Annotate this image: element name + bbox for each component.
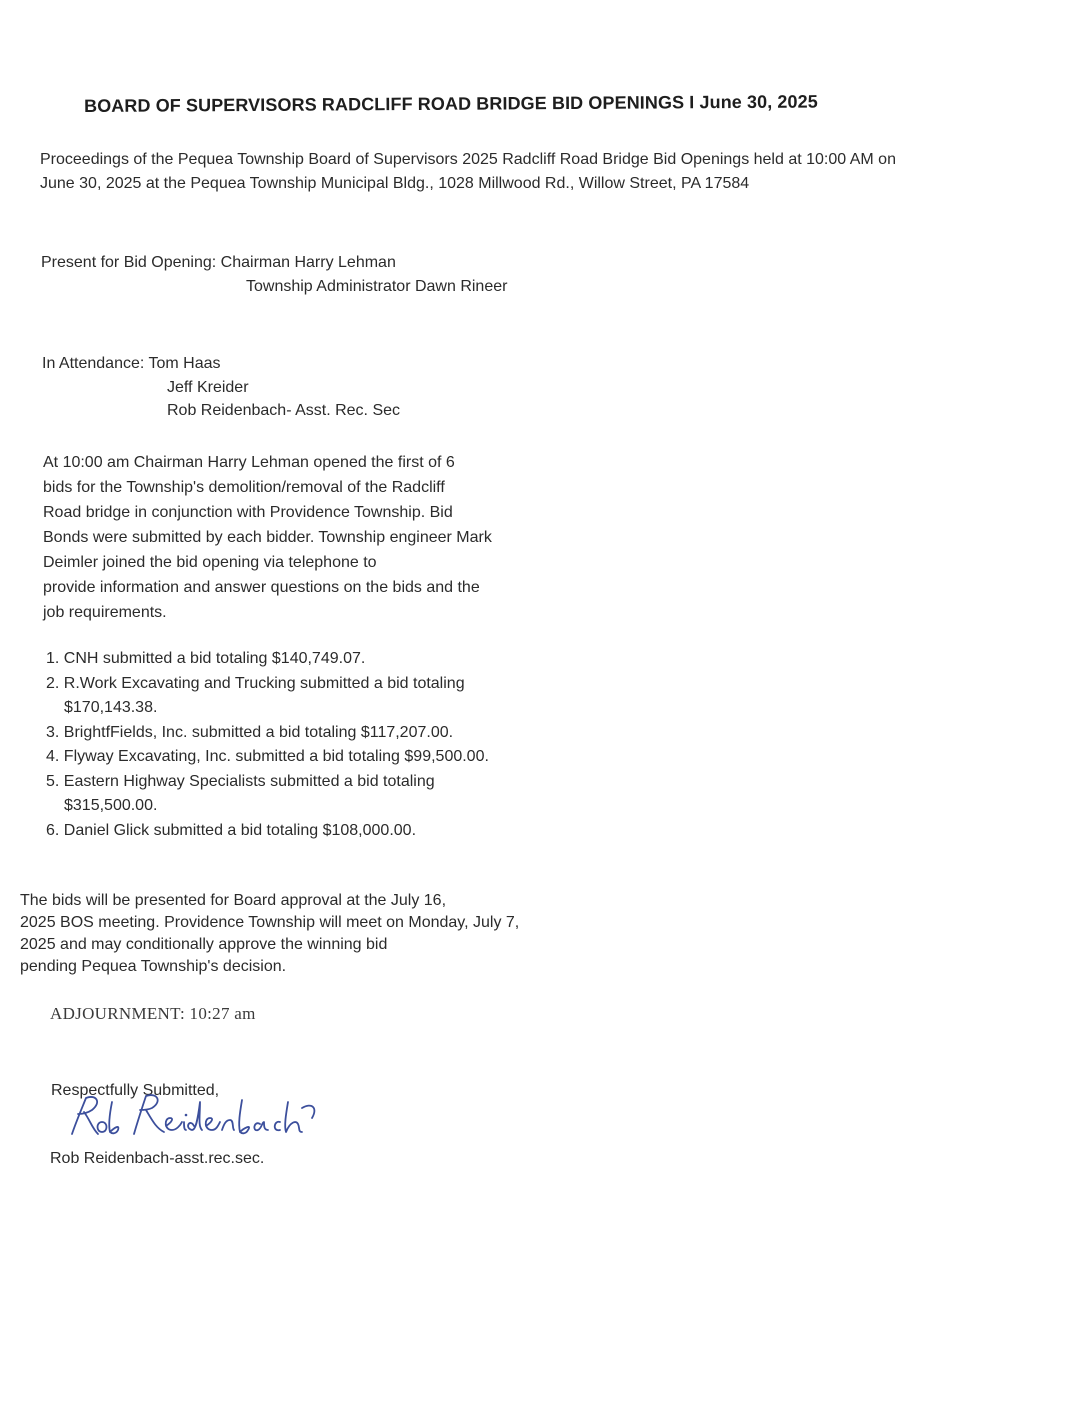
present-member: Chairman Harry Lehman <box>220 254 396 271</box>
bid-item <box>46 672 606 721</box>
bid-line: 6. Daniel Glick submitted a bid totaling $108,000.00. <box>46 821 417 839</box>
narrative-line: Road bridge in conjunction with Providence Township. Bid <box>43 504 453 521</box>
attendance-member: Rob Reidenbach- Asst. Rec. Sec <box>167 402 401 419</box>
narrative-line: Deimler joined the bid opening via telephone to <box>43 554 377 571</box>
attendance-section <box>42 352 642 423</box>
narrative-line: Bonds were submitted by each bidder. Township engineer Mark <box>43 529 492 546</box>
attendance-member: Tom Haas <box>148 355 221 372</box>
bid-item <box>46 770 606 819</box>
bids-list <box>46 647 606 843</box>
bid-amount-continuation: $170,143.38. <box>64 699 158 716</box>
present-first-row <box>41 251 641 275</box>
respectfully-submitted: Respectfully Submitted, <box>51 1082 220 1099</box>
closing-line: 2025 BOS meeting. Providence Township will meet on Monday, July 7, <box>20 914 520 931</box>
bid-item <box>46 647 606 672</box>
closing-line: 2025 and may conditionally approve the winning bid <box>20 936 388 953</box>
bid-amount-continuation: $315,500.00. <box>64 797 158 814</box>
narrative-line: job requirements. <box>43 604 167 621</box>
present-label: Present for Bid Opening: <box>41 254 217 271</box>
bid-item <box>46 721 606 746</box>
present-section <box>41 251 641 299</box>
bid-item <box>46 819 606 844</box>
closing-paragraph <box>20 890 620 978</box>
handwritten-signature <box>62 1088 332 1148</box>
attendance-first-row <box>42 352 642 376</box>
bid-item <box>46 745 606 770</box>
present-member: Township Administrator Dawn Rineer <box>246 278 508 295</box>
narrative-paragraph <box>43 450 573 625</box>
signer-name: Rob Reidenbach-asst.rec.sec. <box>50 1150 265 1167</box>
bid-line: 2. R.Work Excavating and Trucking submitted a bid totaling <box>46 674 465 692</box>
adjournment-line: ADJOURNMENT: 10:27 am <box>50 1004 256 1023</box>
closing-line: pending Pequea Township's decision. <box>20 958 287 975</box>
attendance-label: In Attendance: <box>42 355 145 372</box>
intro-paragraph: Proceedings of the Pequea Township Board of Supervisors 2025 Radcliff Road Bridge Bid Openings held at 10:00 AM on June 30, 2025 at the Pequea Township Municipal Bldg., 1028 Millwood Rd., Willow Street, PA 17584 <box>40 151 896 192</box>
narrative-line: bids for the Township's demolition/removal of the Radcliff <box>43 479 445 496</box>
bid-line: 3. BrightfFields, Inc. submitted a bid totaling $117,207.00. <box>46 723 454 741</box>
bid-line: 5. Eastern Highway Specialists submitted a bid totaling <box>46 772 435 790</box>
bid-line: 1. CNH submitted a bid totaling $140,749.07. <box>46 650 366 667</box>
closing-line: The bids will be presented for Board approval at the July 16, <box>20 892 447 909</box>
narrative-line: At 10:00 am Chairman Harry Lehman opened the first of 6 <box>43 454 455 471</box>
document-title: BOARD OF SUPERVISORS RADCLIFF ROAD BRIDGE BID OPENINGS I June 30, 2025 <box>84 91 818 116</box>
bid-line: 4. Flyway Excavating, Inc. submitted a bid totaling $99,500.00. <box>46 748 489 765</box>
attendance-member: Jeff Kreider <box>167 378 249 396</box>
narrative-line: provide information and answer questions on the bids and the <box>43 579 480 596</box>
